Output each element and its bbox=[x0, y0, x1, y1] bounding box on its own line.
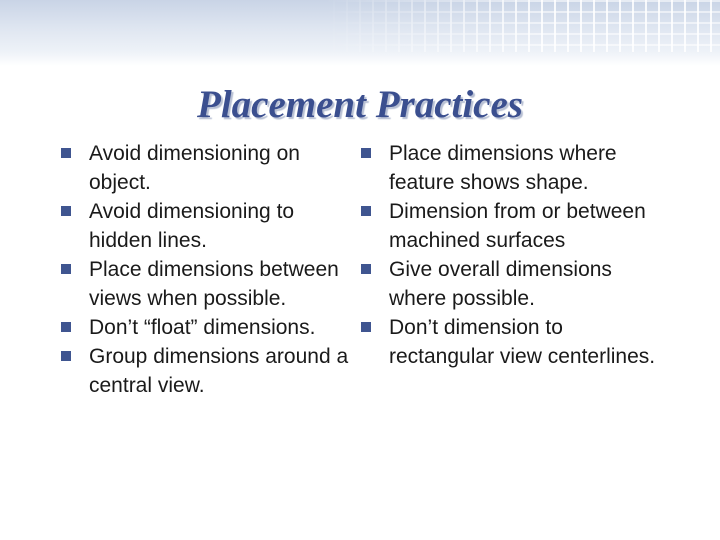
square-bullet-icon bbox=[61, 206, 71, 216]
list-item-text: Place dimensions where feature shows shape. bbox=[389, 142, 617, 194]
left-bullet-list bbox=[60, 139, 360, 400]
header-band bbox=[0, 0, 720, 52]
list-item bbox=[360, 255, 670, 313]
list-item bbox=[60, 313, 360, 342]
square-bullet-icon bbox=[361, 206, 371, 216]
list-item bbox=[360, 197, 670, 255]
slide-title: Placement Practices bbox=[197, 83, 523, 126]
list-item-text: Don’t “float” dimensions. bbox=[89, 316, 316, 339]
list-item-text: Avoid dimensioning to hidden lines. bbox=[89, 200, 295, 252]
square-bullet-icon bbox=[61, 264, 71, 274]
list-item-text: Group dimensions around a central view. bbox=[89, 345, 349, 397]
square-bullet-icon bbox=[361, 322, 371, 332]
square-bullet-icon bbox=[61, 148, 71, 158]
list-item bbox=[60, 342, 360, 400]
header-fade bbox=[0, 52, 720, 66]
square-bullet-icon bbox=[361, 148, 371, 158]
list-item-text: Don’t dimension to rectangular view centerlines. bbox=[389, 316, 656, 368]
square-bullet-icon bbox=[61, 351, 71, 361]
list-item-text: Place dimensions between views when possible. bbox=[89, 258, 339, 310]
list-item-text: Dimension from or between machined surfaces bbox=[389, 200, 646, 252]
list-item bbox=[360, 313, 670, 371]
list-item-text: Avoid dimensioning on object. bbox=[89, 142, 300, 194]
right-bullet-list bbox=[360, 139, 670, 371]
list-item bbox=[60, 197, 360, 255]
list-item bbox=[60, 139, 360, 197]
header-grid-pattern bbox=[320, 0, 720, 52]
list-item-text: Give overall dimensions where possible. bbox=[389, 258, 612, 310]
square-bullet-icon bbox=[61, 322, 71, 332]
list-item bbox=[360, 139, 670, 197]
square-bullet-icon bbox=[361, 264, 371, 274]
list-item bbox=[60, 255, 360, 313]
